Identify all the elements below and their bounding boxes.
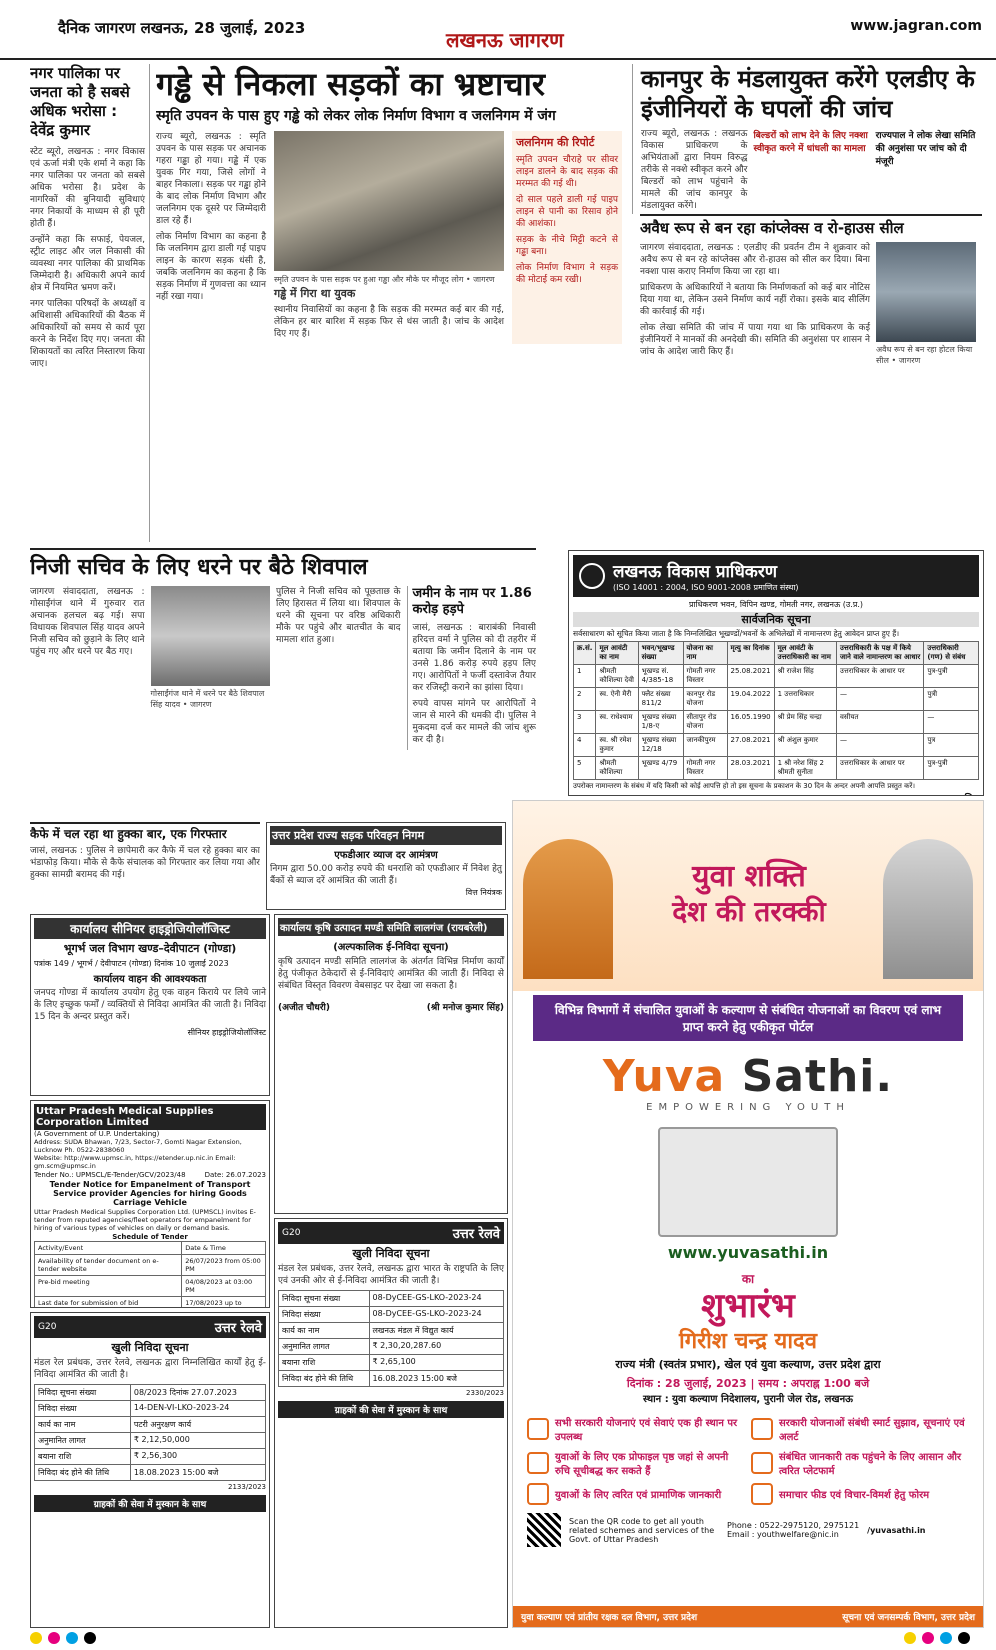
feature-item: संबंधित जानकारी तक पहुंचने के लिए आसान और त्वरित प्लेटफार्म <box>751 1449 969 1477</box>
main-subhead: स्मृति उपवन के पास हुए गड्ढे को लेकर लोक निर्माण विभाग व जलनिगम में जंग <box>156 108 556 124</box>
paragraph: रुपये वापस मांगने पर आरोपितों ने जान से मारने की धमकी दी। पुलिस ने मुकदमा दर्ज कर मामले की जांच शुरू कर दी है। <box>412 699 536 745</box>
table-cell: भूखण्ड संख्या 1/8-ए <box>638 711 683 734</box>
rail-title: उत्तर रेलवे <box>214 1321 262 1336</box>
kanpur-kicker: बिल्डरों को लाभ देने के लिए नक्शा स्वीकृत करने में धांधली का मामला <box>753 131 868 154</box>
table-cell: 18.08.2023 15:00 बजे <box>130 1465 265 1481</box>
table-cell: 16.08.2023 15:00 बजे <box>369 1371 504 1387</box>
feature-icon <box>527 1483 549 1505</box>
table-cell: उत्तराधिकार के आधार पर <box>837 757 924 780</box>
minister-title: राज्य मंत्री (स्वतंत्र प्रभार), खेल एवं युवा कल्याण, उत्तर प्रदेश द्वारा <box>615 1358 881 1371</box>
registration-marks <box>30 1632 96 1646</box>
table-cell: श्री राजेश सिंह <box>774 665 836 688</box>
table-cell: फ्लैट संख्या 811/2 <box>638 688 683 711</box>
main-headline: गड्ढे से निकला सड़कों का भ्रष्टाचार <box>156 65 545 103</box>
lda-notice-title: सार्वजनिक सूचना <box>573 612 979 627</box>
rail-footer: ग्राहकों की सेवा में मुस्कान के साथ <box>34 1495 266 1512</box>
table-row <box>279 1323 504 1339</box>
paragraph: उन्होंने कहा कि सफाई, पेयजल, स्ट्रीट लाइट और जल निकासी की व्यवस्था नगर पालिका की प्राथमिक जिम्मेदारी है। अधिकारी अपने कार्य क्षेत्र में नियमित भ्रमण करें। <box>30 235 145 293</box>
upmsc-address: Address: SUDA Bhawan, 7/23, Sector-7, Gomti Nagar Extension, Lucknow Ph. 0522-2838060 <box>34 1138 242 1154</box>
rail-table <box>34 1384 266 1481</box>
road-pothole-photo <box>274 131 504 271</box>
table-cell: 04/08/2023 at 03:00 PM <box>182 1276 266 1297</box>
paragraph: लोक लेखा समिति की जांच में पाया गया था कि प्राधिकरण के कई इंजीनियरों ने मानकों की अनदेखी की। समिति की अनुशंसा पर शासन ने जांच के आदेश जारी किए हैं। <box>640 323 870 357</box>
ad-footer-right: सूचना एवं जनसम्पर्क विभाग, उत्तर प्रदेश <box>842 1613 975 1623</box>
table-header: मृत्यु का दिनांक <box>727 642 774 665</box>
cm-portrait <box>523 839 613 979</box>
table-cell: 4 <box>574 734 596 757</box>
qr-text: Scan the QR code to get all youth related schemes and services of the Govt. of Uttar Pradesh <box>569 1516 715 1544</box>
feature-item: युवाओं के लिए एक प्रोफाइल पृष्ठ जहां से अपनी रुचि सूचीबद्ध कर सकते हैं <box>527 1449 745 1477</box>
rail-code: 2330/2023 <box>466 1389 504 1397</box>
krishi-heading: (अल्पकालिक ई-निविदा सूचना) <box>333 942 449 953</box>
krishi-title: कार्यालय कृषि उत्पादन मण्डी समिति लालगंज (रायबरेली) <box>278 918 504 936</box>
table-cell: ₹ 2,56,300 <box>130 1449 265 1465</box>
table-cell: Pre-bid meeting <box>35 1276 182 1297</box>
feature-item: सभी सरकारी योजनाएं एवं सेवाएं एक ही स्थान पर उपलब्ध <box>527 1415 745 1443</box>
rail-heading: खुली निविदा सूचना <box>352 1247 430 1260</box>
paragraph: राज्य ब्यूरो, लखनऊ : लखनऊ विकास प्राधिकरण के अभियंताओं द्वारा नियम विरुद्ध तरीके से नक्शे स्वीकृत करने और बिल्डरों को लाभ पहुंचाने के मामले की जांच कानपुर के मंडलायुक्त करेंगे। <box>641 129 748 211</box>
table-cell: अनुमानित लागत <box>279 1339 370 1355</box>
feature-item: युवाओं के लिए त्वरित एवं प्रामाणिक जानकारी <box>527 1483 745 1505</box>
table-cell: 25.08.2021 <box>727 665 774 688</box>
table-cell: ₹ 2,65,100 <box>369 1355 504 1371</box>
lda-footer: उपरोक्त नामान्तरण के संबंध में यदि किसी को कोई आपत्ति हो तो इस सूचना के प्रकाशन के 30 दिन के अन्दर अपनी आपत्ति प्रस्तुत करें। <box>573 782 916 790</box>
magenta-dot-icon <box>48 1632 60 1644</box>
table-cell: 2 <box>574 688 596 711</box>
table-cell: पुत्री <box>924 688 979 711</box>
krishi-text: कृषि उत्पादन मण्डी समिति लालगंज के अंतर्गत विभिन्न निर्माण कार्यों हेतु पंजीकृत ठेकेदारों से ई-निविदाएं आमंत्रित की जाती हैं। निविदा से संबंधित विस्तृत विवरण वेबसाइट पर देखा जा सकता है। <box>278 957 504 991</box>
table-cell: स्व. राधेश्याम <box>596 711 638 734</box>
main-story <box>156 64 626 542</box>
paragraph: प्राधिकरण के अधिकारियों ने बताया कि निर्माणकर्ता को कई बार नोटिस दिया गया था, लेकिन उसने निर्माण कार्य नहीं रोका। इसके बाद सीलिंग की कार्रवाई की गई। <box>640 283 870 317</box>
ad-tagline: EMPOWERING YOUTH <box>646 1102 850 1113</box>
table-cell: स्व. ऐनी मैरी <box>596 688 638 711</box>
table-cell: पटरी अनुरक्षण कार्य <box>130 1417 265 1433</box>
krishi-sign-left: (अजीत चौधरी) <box>278 1003 330 1013</box>
ad-website[interactable]: www.yuvasathi.in <box>667 1243 829 1262</box>
upmsc-heading: Tender Notice for Empanelment of Transport Service provider Agencies for hiring Goods Carriage Vehicle <box>49 1180 251 1207</box>
table-cell: बयाना राशि <box>35 1449 131 1465</box>
minister-name: गिरीश चन्द्र यादव <box>679 1329 817 1354</box>
table-cell: 26/07/2023 from 05:00 PM <box>182 1255 266 1276</box>
krishi-sign-right: (श्री मनोज कुमार सिंह) <box>426 1003 504 1013</box>
table-header: उत्तराधिकारी (गण) से संबंध <box>924 642 979 665</box>
upmsc-body: Uttar Pradesh Medical Supplies Corporation Ltd. (UPMSCL) invites E-tender from reputed agencies/fleet operators for empanelment for hiring of various types of vehicles on daily or demand basis. <box>34 1208 256 1232</box>
yellow-dot-icon <box>904 1632 916 1644</box>
table-row <box>574 688 979 711</box>
sidebar-point: स्मृति उपवन चौराहे पर सीवर लाइन डालने के बाद सड़क की मरम्मत की गई थी। <box>516 155 618 189</box>
upmsc-schedule <box>34 1241 266 1308</box>
upsrtc-notice <box>266 822 506 910</box>
table-cell: भूखण्ड 4/79 <box>638 757 683 780</box>
shivpal-story <box>30 548 536 818</box>
upmsc-tender-no: Tender No.: UPMSCL/E-Tender/GCV/2023/48 <box>34 1171 186 1179</box>
shivpal-photo <box>151 586 271 686</box>
print-marks <box>30 1632 970 1646</box>
table-row <box>279 1307 504 1323</box>
complex-story <box>640 214 982 542</box>
table-cell: श्री अंशुल कुमार <box>774 734 836 757</box>
photo-caption: स्मृति उपवन के पास सड़क पर हुआ गड्ढा और मौके पर मौजूद लोग • जागरण <box>274 275 495 284</box>
table-cell: 08/2023 दिनांक 27.07.2023 <box>130 1385 265 1401</box>
table-cell: जानकीपुरम <box>683 734 727 757</box>
table-cell: भूखण्ड सं. 4/385-18 <box>638 665 683 688</box>
ad-email[interactable]: Email : youthwelfare@nic.in <box>727 1530 839 1539</box>
ad-footer-left: युवा कल्याण एवं प्रांतीय रक्षक दल विभाग, उत्तर प्रदेश <box>521 1613 698 1623</box>
hookah-text: जासं, लखनऊ : पुलिस ने छापेमारी कर कैफे में चल रहे हुक्का बार का भंडाफोड़ किया। मौके से कैफे संचालक को गिरफ्तार कर लिया गया और हुक्का सामग्री बरामद की गई। <box>30 846 260 880</box>
rail-title: उत्तर रेलवे <box>452 1227 500 1242</box>
lda-notice <box>568 550 984 796</box>
paper-dateline: दैनिक जागरण लखनऊ, 28 जुलाई, 2023 <box>58 19 306 37</box>
railway-tender-2 <box>30 1312 270 1628</box>
table-cell: 27.08.2021 <box>727 734 774 757</box>
yuva-sathi-ad <box>512 800 984 1628</box>
hydro-title: कार्यालय सीनियर हाइड्रोजियोलॉजिस्ट <box>34 918 266 939</box>
jalnigam-sidebar <box>512 131 622 344</box>
table-row <box>279 1291 504 1307</box>
table-cell: ₹ 2,30,20,287.60 <box>369 1339 504 1355</box>
table-cell: निविदा संख्या <box>279 1307 370 1323</box>
upsrtc-subtitle: एफडीआर व्याज दर आमंत्रण <box>334 850 438 861</box>
kanpur-headline: कानपुर के मंडलायुक्त करेंगे एलडीए के इंजीनियरों के घपलों की जांच <box>641 65 975 123</box>
upmsc-date: Date: 26.07.2023 <box>204 1171 266 1179</box>
table-cell: कार्य का नाम <box>279 1323 370 1339</box>
feature-icon <box>751 1418 773 1440</box>
lda-title: लखनऊ विकास प्राधिकरण <box>613 562 778 582</box>
ad-slogan-2: देश की तरक्की <box>672 895 826 928</box>
table-cell: वसीयत <box>837 711 924 734</box>
table-row <box>574 665 979 688</box>
g20-logo-icon: G20 <box>38 1322 57 1332</box>
ad-phone: Phone : 0522-2975120, 2975121 <box>727 1521 860 1530</box>
table-cell: Date & Time <box>182 1242 266 1255</box>
feature-item: सरकारी योजनाओं संबंधी स्मार्ट सुझाव, सूचनाएं एवं अलर्ट <box>751 1415 969 1443</box>
table-row <box>574 734 979 757</box>
table-cell: भूखण्ड संख्या 12/18 <box>638 734 683 757</box>
table-cell: 1 उत्तराधिकार <box>774 688 836 711</box>
hydro-subtitle: भूगर्भ जल विभाग खण्ड–देवीपाटन (गोण्डा) <box>63 942 237 955</box>
kanpur-kicker2: राज्यपाल ने लोक लेखा समिति की अनुशंसा पर जांच को दी मंजूरी <box>875 131 976 167</box>
table-cell: अनुमानित लागत <box>35 1433 131 1449</box>
table-row <box>35 1433 266 1449</box>
table-row <box>35 1417 266 1433</box>
laptop-mockup <box>658 1127 838 1237</box>
rail-code: 2133/2023 <box>228 1483 266 1491</box>
hydro-sign: सीनियर हाइड्रोजियोलॉजिस्ट <box>187 1028 266 1037</box>
table-header: क्र.सं. <box>574 642 596 665</box>
hydro-notice <box>30 914 270 1096</box>
feature-icon <box>751 1452 773 1474</box>
table-cell: स्व. श्री रमेश कुमार <box>596 734 638 757</box>
paragraph: जागरण संवाददाता, लखनऊ : गोसाईंगंज थाने में गुरुवार रात अचानक हलचल बढ़ गई। सपा विधायक शिवपाल सिंह यादव अपने निजी सचिव को छुड़ाने के लिए थाने पहुंच गए और धरने पर बैठ गए। <box>30 587 145 657</box>
lda-sign <box>573 791 979 796</box>
table-cell: निविदा सूचना संख्या <box>35 1385 131 1401</box>
land-headline: जमीन के नाम पर 1.86 करोड़ हड़पे <box>412 586 532 617</box>
sidebar-point: लोक निर्माण विभाग ने सड़क की मोटाई कम रखी। <box>516 263 618 285</box>
sidebar-title: जलनिगम की रिपोर्ट <box>516 136 595 149</box>
hydro-heading: कार्यालय वाहन की आवश्यकता <box>93 974 207 985</box>
feature-icon <box>527 1452 549 1474</box>
upsrtc-text: निगम द्वारा 50.00 करोड़ रुपये की धनराशि को एफडीआर में निवेश हेतु बैंकों से ब्याज दरें आमंत्रित की जाती हैं। <box>270 864 502 886</box>
table-cell: Activity/Event <box>35 1242 182 1255</box>
table-cell: Availability of tender document on e-tender website <box>35 1255 182 1276</box>
paragraph: स्टेट ब्यूरो, लखनऊ : नगर विकास एवं ऊर्जा मंत्री एके शर्मा ने कहा कि नगर पालिका पर जनता को सबसे अधिक भरोसा है। प्रदेश के नागरिकों की बुनियादी सुविधाएं नगर निकायों के माध्यम से ही पूरी होती हैं। <box>30 147 145 229</box>
ad-venue: स्थान : युवा कल्याण निदेशालय, पुरानी जेल रोड, लखनऊ <box>643 1394 853 1405</box>
rail-footer: ग्राहकों की सेवा में मुस्कान के साथ <box>278 1401 504 1418</box>
table-header: मूल आवंटी का नाम <box>596 642 638 665</box>
rail-table <box>278 1290 504 1387</box>
table-cell: निविदा बंद होने की तिथि <box>35 1465 131 1481</box>
table-cell: 3 <box>574 711 596 734</box>
lda-table <box>573 641 979 780</box>
sidebar-point: दो साल पहले डाली गई पाइप लाइन से पानी का रिसाव होने की आशंका। <box>516 195 618 229</box>
table-cell: गोमती नगर विस्तार <box>683 665 727 688</box>
table-cell: 5 <box>574 757 596 780</box>
edition-title: लखनऊ जागरण <box>446 28 564 52</box>
krishi-notice <box>274 914 508 1214</box>
rail-text: मंडल रेल प्रबंधक, उत्तर रेलवे, लखनऊ द्वारा भारत के राष्ट्रपति के लिए एवं उनकी ओर से ई-निविदा आमंत्रित की जाती है। <box>278 1264 504 1286</box>
launch-title: शुभारंभ <box>701 1286 795 1326</box>
table-cell: गोमती नगर विस्तार <box>683 757 727 780</box>
cyan-dot-icon <box>66 1632 78 1644</box>
table-row <box>35 1401 266 1417</box>
complex-headline: अवैध रूप से बन रहा कांप्लेक्स व रो-हाउस सील <box>640 214 982 238</box>
magenta-dot-icon <box>922 1632 934 1644</box>
table-cell: 08-DyCEE-GS-LKO-2023-24 <box>369 1307 504 1323</box>
table-header: मूल आवंटी के उत्तराधिकारी का नाम <box>774 642 836 665</box>
left-story-headline: नगर पालिका पर जनता को है सबसे अधिक भरोसा : देवेंद्र कुमार <box>30 64 130 139</box>
table-cell: कानपुर रोड योजना <box>683 688 727 711</box>
ad-date-line: दिनांक : 28 जुलाई, 2023 | समय : अपराह्न 1:00 बजे <box>626 1377 870 1390</box>
table-row <box>35 1465 266 1481</box>
paragraph: जागरण संवाददाता, लखनऊ : एलडीए की प्रवर्तन टीम ने शुक्रवार को अवैध रूप से बन रहे कांप्लेक्स और रो-हाउस को सील कर दिया। बिना नक्शा पास कराए निर्माण किया जा रहा था। <box>640 243 870 277</box>
table-cell: बयाना राशि <box>279 1355 370 1371</box>
table-cell: उत्तराधिकार के आधार पर <box>837 665 924 688</box>
left-story <box>30 64 150 542</box>
paragraph: पुलिस ने निजी सचिव को पूछताछ के लिए हिरासत में लिया था। शिवपाल के धरने की सूचना पर वरिष्ठ अधिकारी मौके पर पहुंचे और बातचीत के बाद मामला शांत हुआ। <box>276 587 401 645</box>
table-cell: 14-DEN-VI-LKO-2023-24 <box>130 1401 265 1417</box>
table-cell: पुत्र-पुत्री <box>924 757 979 780</box>
sidebar-point: सड़क के नीचे मिट्टी कटने से गड्ढा बना। <box>516 235 618 257</box>
table-row <box>574 711 979 734</box>
upsrtc-sign: वित्त नियंत्रक <box>465 888 502 897</box>
table-row <box>574 757 979 780</box>
black-dot-icon <box>84 1632 96 1644</box>
g20-logo-icon: G20 <box>282 1228 301 1238</box>
kanpur-story <box>632 64 982 214</box>
paragraph: जासं, लखनऊ : बाराबंकी निवासी हरिदत्त वर्मा ने पुलिस को दी तहरीर में बताया कि जमीन दिलाने के नाम पर उनसे 1.86 करोड़ रुपये हड़प लिए गए। आरोपितों ने फर्जी दस्तावेज तैयार कर रजिस्ट्री कराने का झांसा दिया। <box>412 623 536 693</box>
left-story-body <box>30 146 145 370</box>
table-row <box>279 1355 504 1371</box>
ad-slogan-1: युवा शक्ति <box>692 859 806 894</box>
main-story-col1 <box>156 131 266 344</box>
qr-code-icon[interactable] <box>527 1513 561 1547</box>
table-cell: निविदा सूचना संख्या <box>279 1291 370 1307</box>
hydro-notice-no: पत्रांक 149 / भूगर्भ / देवीपाटन (गोण्डा) दिनांक 10 जुलाई 2023 <box>34 959 229 968</box>
site-url[interactable]: www.jagran.com <box>850 18 982 34</box>
table-cell: Last date for submission of bid <box>35 1297 182 1309</box>
table-cell: श्री प्रेम सिंह चन्द्रा <box>774 711 836 734</box>
hookah-headline: कैफे में चल रहा था हुक्का बार, एक गिरफ्तार <box>30 827 227 841</box>
cyan-dot-icon <box>940 1632 952 1644</box>
building-photo <box>876 242 976 342</box>
table-cell: कार्य का नाम <box>35 1417 131 1433</box>
table-cell: 1 श्री नरेश सिंह 2 श्रीमती सुनीता <box>774 757 836 780</box>
table-row <box>279 1339 504 1355</box>
feature-item: समाचार फीड एवं विचार-विमर्श हेतु फोरम <box>751 1483 969 1505</box>
table-cell: श्रीमती कौशिल्या <box>596 757 638 780</box>
table-row <box>35 1276 266 1297</box>
launch-prefix: का <box>741 1272 755 1286</box>
paragraph: स्थानीय निवासियों का कहना है कि सड़क की मरम्मत कई बार की गई, लेकिन हर बार बारिश में सड़क फिर से धंस जाती है। जांच के आदेश दिए गए हैं। <box>274 305 504 339</box>
lda-iso: (ISO 14001 : 2004, ISO 9001-2008 प्रमाणित संस्था) <box>613 583 799 592</box>
table-cell: 19.04.2022 <box>727 688 774 711</box>
lda-intro: सर्वसाधारण को सूचित किया जाता है कि निम्नलिखित भूखण्डों/भवनों के अभिलेखों में नामान्तरण हेतु आवेदन प्राप्त हुए हैं। <box>573 629 900 638</box>
table-row <box>35 1385 266 1401</box>
ad-features <box>513 1405 983 1505</box>
table-row <box>35 1255 266 1276</box>
photo-caption: गोसाईंगंज थाने में धरने पर बैठे शिवपाल सिंह यादव • जागरण <box>150 689 265 709</box>
table-cell: 17/08/2023 up to <box>182 1297 266 1309</box>
shivpal-headline: निजी सचिव के लिए धरने पर बैठे शिवपाल <box>30 555 368 580</box>
lda-address: प्राधिकरण भवन, विपिन खण्ड, गोमती नगर, लखनऊ (उ.प्र.) <box>688 600 864 609</box>
table-cell: 16.05.1990 <box>727 711 774 734</box>
rail-heading: खुली निविदा सूचना <box>111 1341 189 1354</box>
table-cell: 08-DyCEE-GS-LKO-2023-24 <box>369 1291 504 1307</box>
table-cell: निविदा संख्या <box>35 1401 131 1417</box>
table-cell: — <box>837 688 924 711</box>
yuva-sathi-logo: Yuva Sathi. <box>602 1051 894 1102</box>
feature-icon <box>751 1483 773 1505</box>
upsrtc-title: उत्तर प्रदेश राज्य सड़क परिवहन निगम <box>270 826 502 845</box>
table-cell: 1 <box>574 665 596 688</box>
table-cell: ₹ 2,12,50,000 <box>130 1433 265 1449</box>
upmsc-sub: (A Government of U.P. Undertaking) <box>34 1130 160 1138</box>
table-cell: श्रीमती कौशिल्या देवी <box>596 665 638 688</box>
upmsc-title: Uttar Pradesh Medical Supplies Corporation Limited <box>34 1104 266 1130</box>
upmsc-notice <box>30 1100 270 1308</box>
table-cell: सीतापुर रोड योजना <box>683 711 727 734</box>
railway-tender-1 <box>274 1218 508 1628</box>
feature-icon <box>527 1418 549 1440</box>
upmsc-schedule-title: Schedule of Tender <box>112 1233 188 1241</box>
table-cell: 28.03.2021 <box>727 757 774 780</box>
table-cell: — <box>924 711 979 734</box>
lda-emblem-icon <box>579 563 605 589</box>
yellow-dot-icon <box>30 1632 42 1644</box>
table-cell: लखनऊ मंडल में विद्युत कार्य <box>369 1323 504 1339</box>
table-cell: पुत्र-पुत्री <box>924 665 979 688</box>
newspaper-header <box>0 0 996 60</box>
paragraph: राज्य ब्यूरो, लखनऊ : स्मृति उपवन के पास सड़क पर अचानक गहरा गड्ढा हो गया। गड्ढे में एक युवक गिर गया, जिसे लोगों ने बाहर निकाला। सड़क पर गड्ढा होने के बाद लोक निर्माण विभाग और जलनिगम एक दूसरे पर जिम्मेदारी डाल रहे हैं। <box>156 132 266 226</box>
registration-marks <box>904 1632 970 1646</box>
hookah-story <box>30 822 260 908</box>
table-header: योजना का नाम <box>683 642 727 665</box>
table-row <box>35 1449 266 1465</box>
table-row <box>279 1371 504 1387</box>
ad-banner: विभिन्न विभागों में संचालित युवाओं के कल्याण से संबंधित योजनाओं का विवरण एवं लाभ प्राप्त करने हेतु एकीकृत पोर्टल <box>533 995 963 1041</box>
table-row <box>35 1242 266 1255</box>
rail-text: मंडल रेल प्रबंधक, उत्तर रेलवे, लखनऊ द्वारा निम्नलिखित कार्यों हेतु ई-निविदा आमंत्रित की जाती है। <box>34 1358 266 1380</box>
paragraph: लोक निर्माण विभाग का कहना है कि जलनिगम द्वारा डाली गई पाइप लाइन के कारण सड़क धंसी है, जबकि जलनिगम का कहना है कि सड़क निर्माण में गुणवत्ता का ध्यान नहीं रखा गया। <box>156 232 266 302</box>
table-cell: निविदा बंद होने की तिथि <box>279 1371 370 1387</box>
upmsc-web[interactable]: Website: http://www.upmsc.in, https://etender.up.nic.in Email: gm.scm@upmsc.in <box>34 1154 236 1170</box>
table-cell: — <box>837 734 924 757</box>
table-cell: पुत्र <box>924 734 979 757</box>
table-header: भवन/भूखण्ड संख्या <box>638 642 683 665</box>
table-header: उत्तराधिकारी के पक्ष में किये जाने वाले नामान्तरण का आधार <box>837 642 924 665</box>
subsection-heading: गड्ढे में गिरा था युवक <box>274 287 356 300</box>
photo-caption: अवैध रूप से बन रहा होटल किया सील • जागरण <box>876 345 973 365</box>
black-dot-icon <box>958 1632 970 1644</box>
ad-social[interactable]: /yuvasathi.in <box>867 1525 926 1535</box>
paragraph: नगर पालिका परिषदों के अध्यक्षों व अधिशासी अधिकारियों की बैठक में अधिकारियों को समय से कार्य पूरा करने के निर्देश दिए गए। जनता की शिकायतों का त्वरित निस्तारण किया जाए। <box>30 299 145 369</box>
hydro-text: जनपद गोण्डा में कार्यालय उपयोग हेतु एक वाहन किराये पर लिये जाने के लिए इच्छुक फर्मों / व्यक्तियों से निविदा आमंत्रित की जाती है। निविदा 15 दिन के अन्दर प्रस्तुत करें। <box>34 988 266 1022</box>
pm-portrait <box>883 839 973 979</box>
table-row <box>35 1297 266 1309</box>
